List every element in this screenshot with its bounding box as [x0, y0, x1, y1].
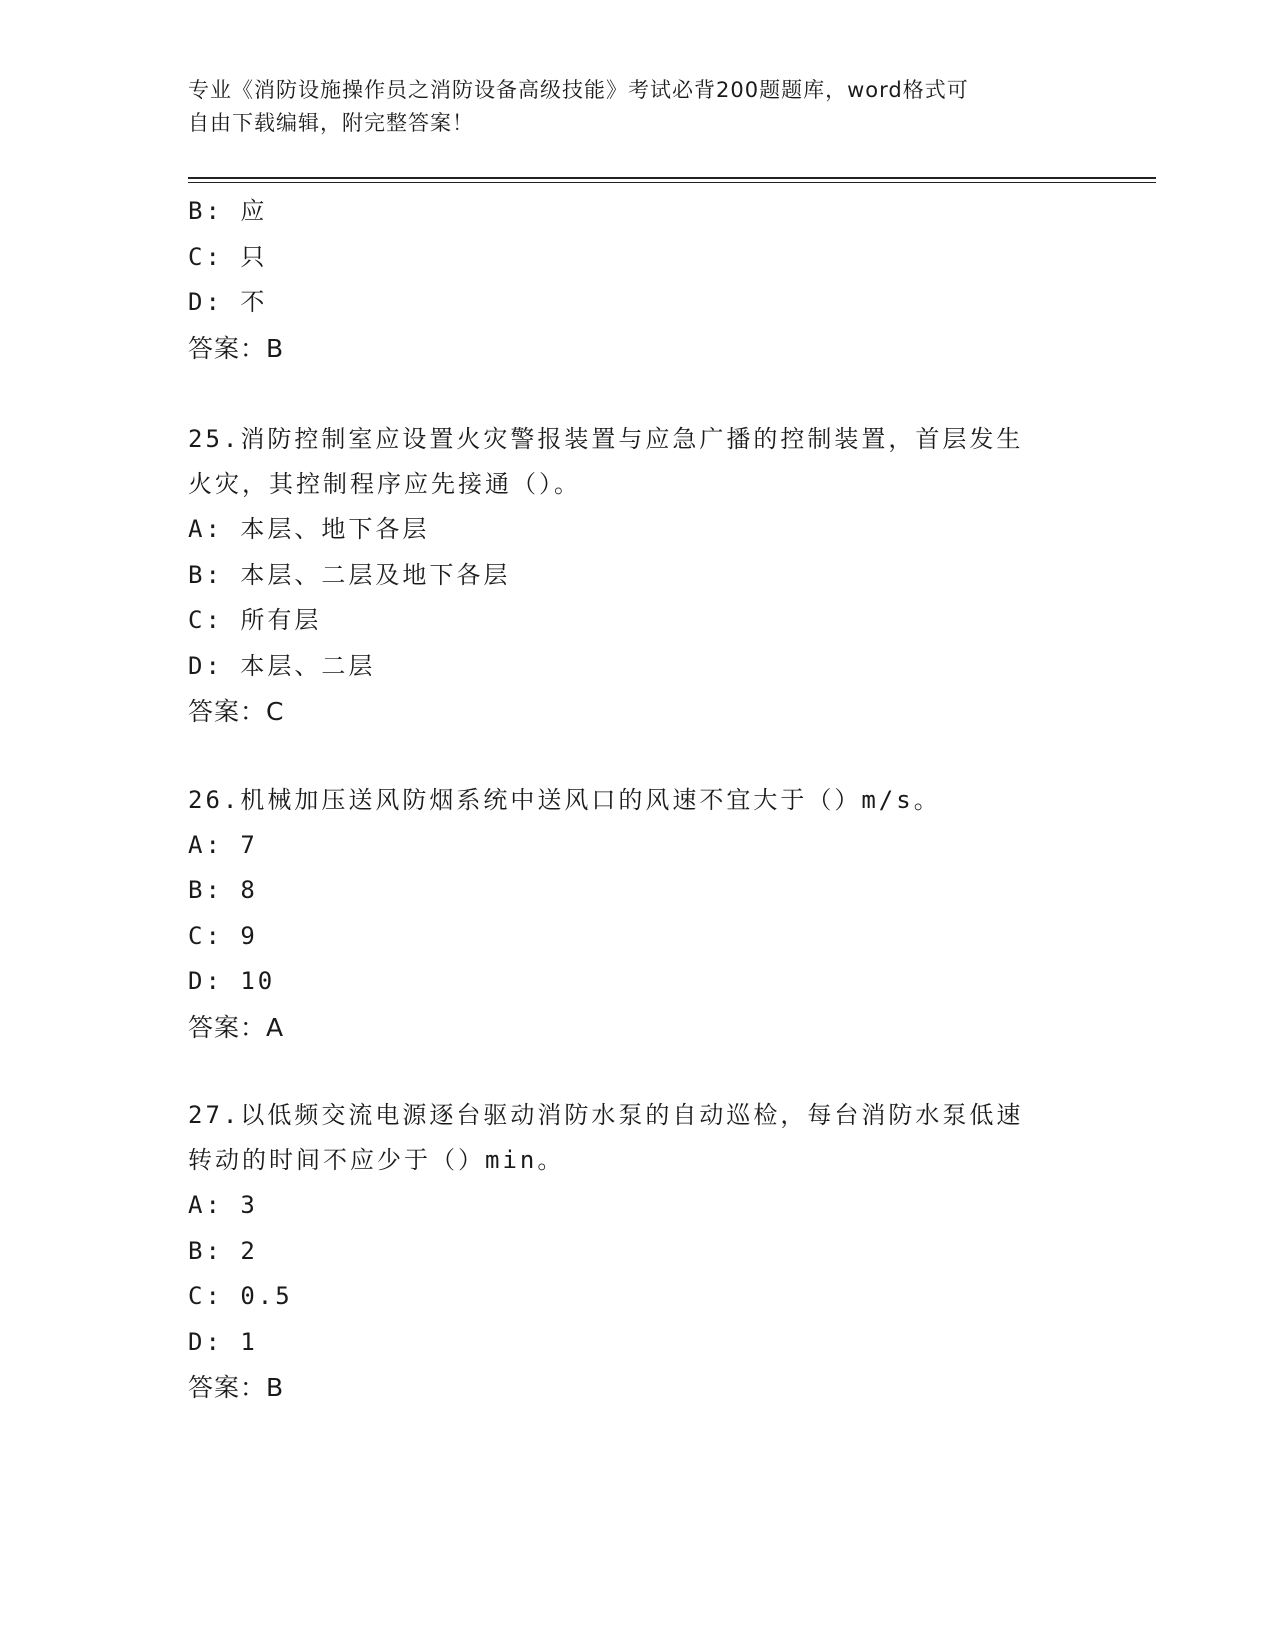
answer-line: 答案：B — [188, 1373, 285, 1402]
option-b: B: 2 — [188, 1236, 258, 1265]
question-stem-line: 25.消防控制室应设置火灾警报装置与应急广播的控制装置，首层发生 — [188, 425, 1024, 453]
option-a: A: 本层、地下各层 — [188, 515, 430, 543]
option-a: A: 3 — [188, 1191, 258, 1219]
option-c: C: 0.5 — [188, 1282, 293, 1310]
option-d: D: 1 — [188, 1327, 258, 1356]
option-d: D: 10 — [188, 967, 276, 995]
option-c: C: 9 — [188, 921, 258, 950]
question-stem-line: 27.以低频交流电源逐台驱动消防水泵的自动巡检，每台消防水泵低速 — [188, 1101, 1024, 1129]
header-divider-thin — [188, 182, 1156, 183]
question-stem-line: 火灾，其控制程序应先接通（）。 — [188, 470, 581, 498]
question-stem-line: 26.机械加压送风防烟系统中送风口的风速不宜大于（）m/s。 — [188, 785, 941, 814]
question-stem — [188, 417, 1088, 507]
option-c: C: 只 — [188, 242, 268, 271]
option-b: B: 应 — [188, 197, 268, 225]
question-26-block — [188, 778, 1088, 1051]
answer-line: 答案：C — [188, 697, 285, 726]
prev-question-block — [188, 189, 1088, 371]
answer-line: 答案：A — [188, 1012, 285, 1042]
question-27-block — [188, 1093, 1088, 1411]
option-d: D: 不 — [188, 288, 268, 316]
question-stem-line: 转动的时间不应少于（）min。 — [188, 1146, 565, 1174]
answer-line: 答案：B — [188, 333, 285, 363]
question-25-block — [188, 417, 1088, 735]
option-b: B: 本层、二层及地下各层 — [188, 560, 511, 589]
header-line-2: 自由下载编辑，附完整答案！ — [188, 111, 474, 135]
document-header — [188, 74, 1068, 140]
option-d: D: 本层、二层 — [188, 651, 376, 680]
option-c: C: 所有层 — [188, 606, 322, 634]
question-stem — [188, 1093, 1088, 1183]
option-b: B: 8 — [188, 876, 258, 904]
option-a: A: 7 — [188, 830, 258, 859]
header-line-1: 专业《消防设施操作员之消防设备高级技能》考试必背200题题库，word格式可 — [188, 78, 969, 102]
header-divider-thick — [188, 177, 1156, 179]
question-stem — [188, 778, 1088, 823]
question-list — [188, 189, 1088, 1411]
